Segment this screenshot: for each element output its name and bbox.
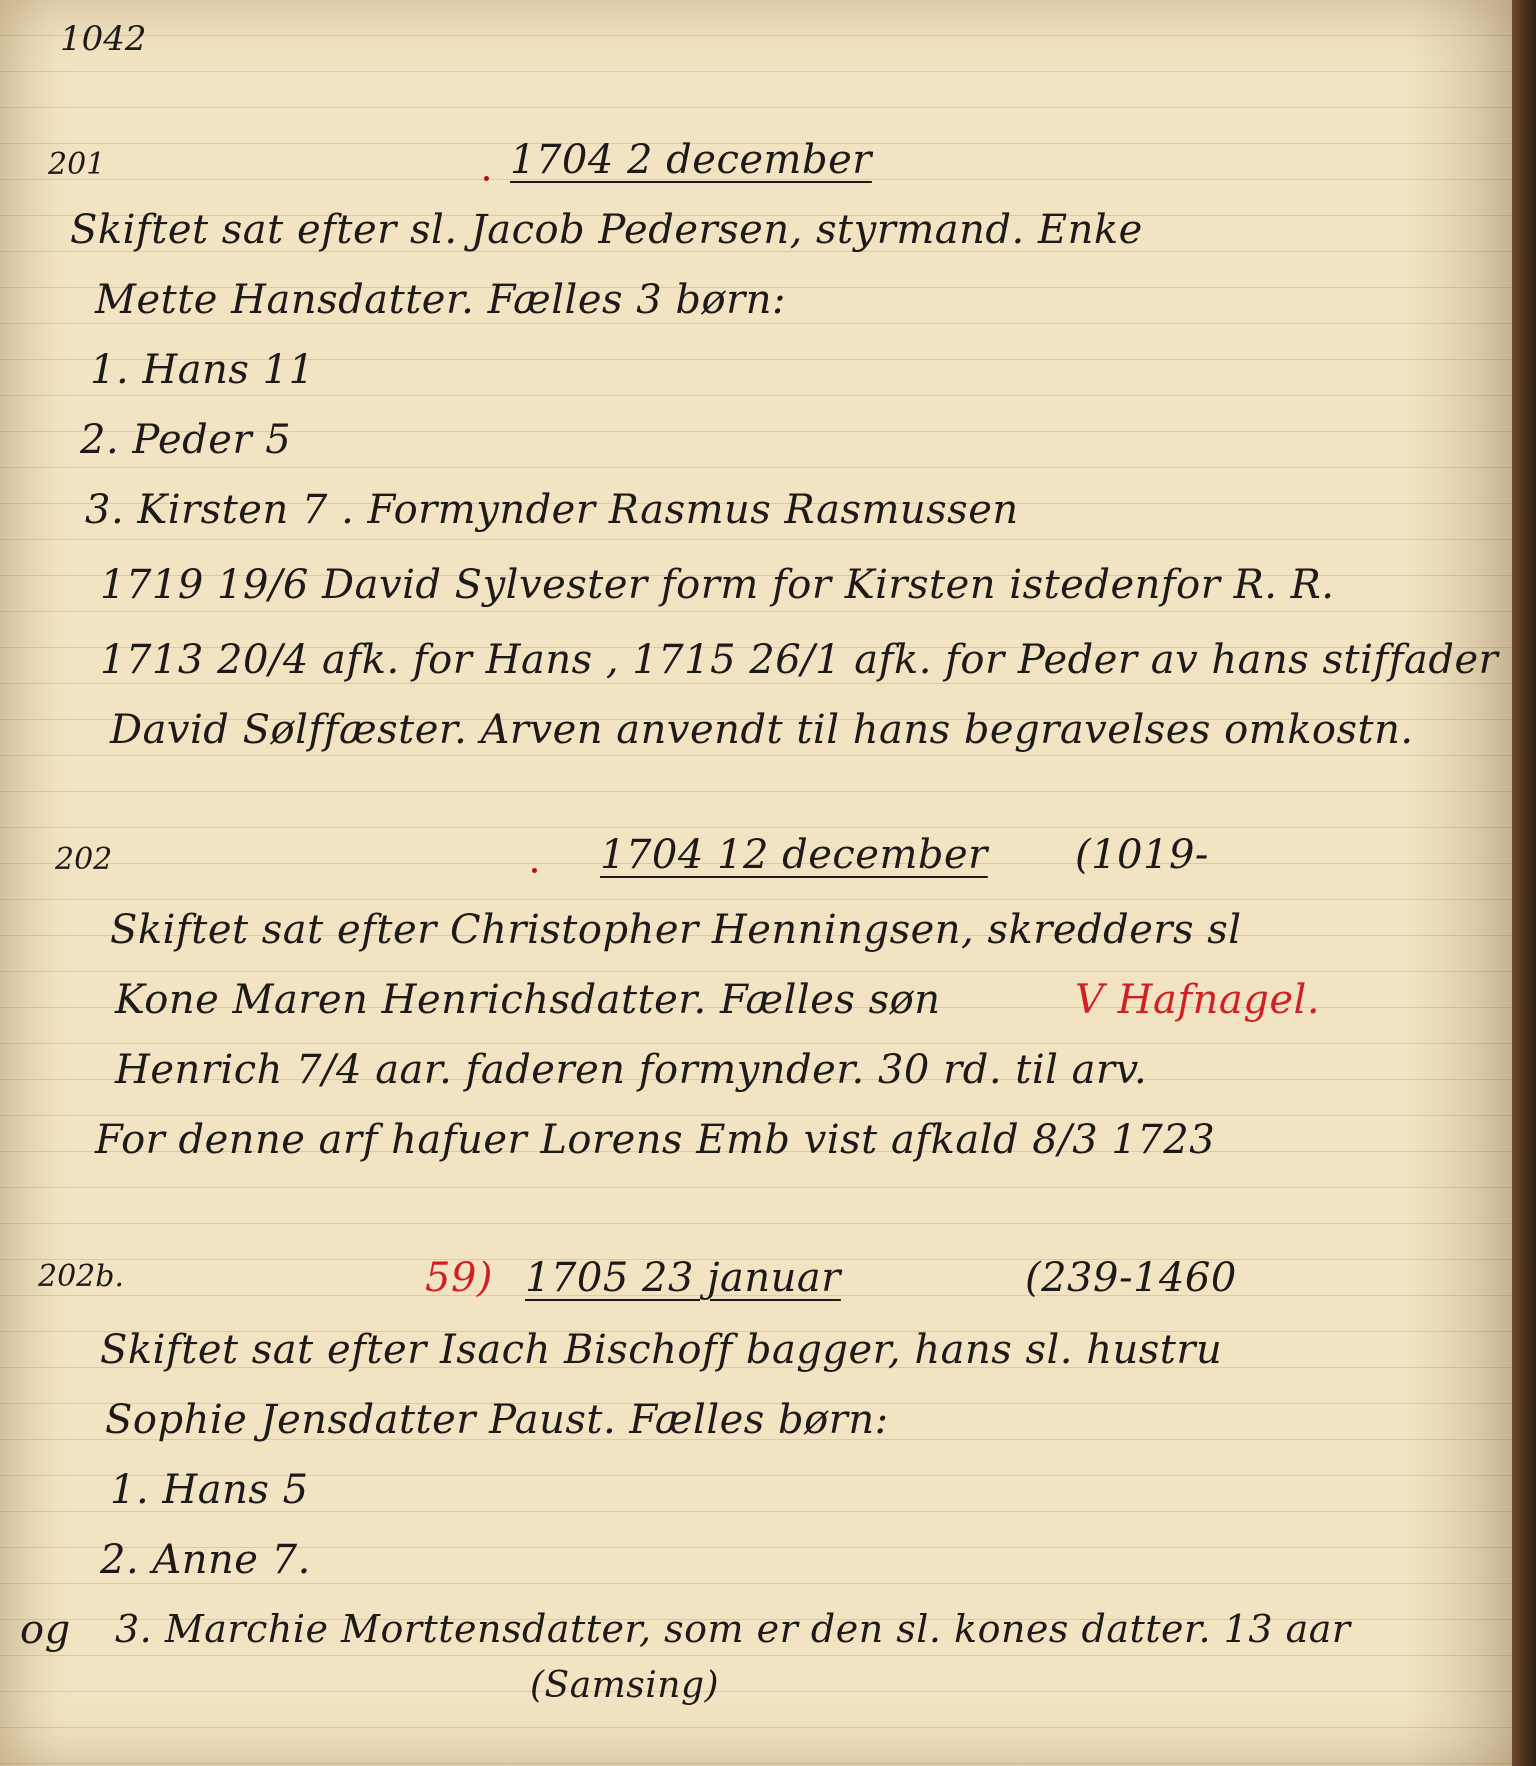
red-ink-mark xyxy=(532,868,537,873)
page-edge xyxy=(1512,0,1536,1766)
entry-heading: 1705 23 januar xyxy=(525,1255,841,1301)
entry-line: David Sølffæster. Arven anvendt til hans begravelses omkostn. xyxy=(110,707,1414,753)
entry-line: 1. Hans 11 xyxy=(90,347,315,393)
red-ink-mark xyxy=(484,176,489,181)
entry-heading: 1704 12 december xyxy=(600,832,988,878)
entry-line: Mette Hansdatter. Fælles 3 børn: xyxy=(95,277,786,323)
reference-number: (1019- xyxy=(1075,832,1209,878)
margin-note: og xyxy=(20,1607,71,1653)
entry-line: 2. Peder 5 xyxy=(80,417,292,463)
entry-line: Skiftet sat efter sl. Jacob Pedersen, styrmand. Enke xyxy=(70,207,1143,253)
red-annotation: V Hafnagel. xyxy=(1075,977,1321,1023)
entry-number: 202 xyxy=(55,842,113,877)
entry-line: Henrich 7/4 aar. faderen formynder. 30 rd. til arv. xyxy=(115,1047,1148,1093)
entry-line: Sophie Jensdatter Paust. Fælles børn: xyxy=(105,1397,889,1443)
entry-line: 1713 20/4 afk. for Hans , 1715 26/1 afk. for Peder av hans stiffader xyxy=(100,637,1499,683)
entry-line: Kone Maren Henrichsdatter. Fælles søn xyxy=(115,977,941,1023)
entry-number: 201 xyxy=(48,147,106,182)
entry-line: 3. Marchie Morttensdatter, som er den sl. kones datter. 13 aar xyxy=(115,1607,1351,1651)
entry-line: Skiftet sat efter Isach Bischoff bagger, hans sl. hustru xyxy=(100,1327,1223,1373)
reference-number: (239-1460 xyxy=(1025,1255,1237,1301)
red-entry-number: 59) xyxy=(425,1255,494,1301)
entry-line: 2. Anne 7. xyxy=(100,1537,311,1583)
entry-line: Skiftet sat efter Christopher Henningsen, skredders sl xyxy=(110,907,1242,953)
entry-heading: 1704 2 december xyxy=(510,137,872,183)
entry-line: 3. Kirsten 7 . Formynder Rasmus Rasmussen xyxy=(85,487,1019,533)
entry-number: 202b. xyxy=(38,1259,125,1294)
entry-line: 1. Hans 5 xyxy=(110,1467,309,1513)
page-number: 1042 xyxy=(60,19,147,59)
entry-line: For denne arf hafuer Lorens Emb vist afkald 8/3 1723 xyxy=(95,1117,1216,1163)
entry-line: (Samsing) xyxy=(530,1665,720,1706)
entry-line: 1719 19/6 David Sylvester form for Kirsten istedenfor R. R. xyxy=(100,562,1335,608)
